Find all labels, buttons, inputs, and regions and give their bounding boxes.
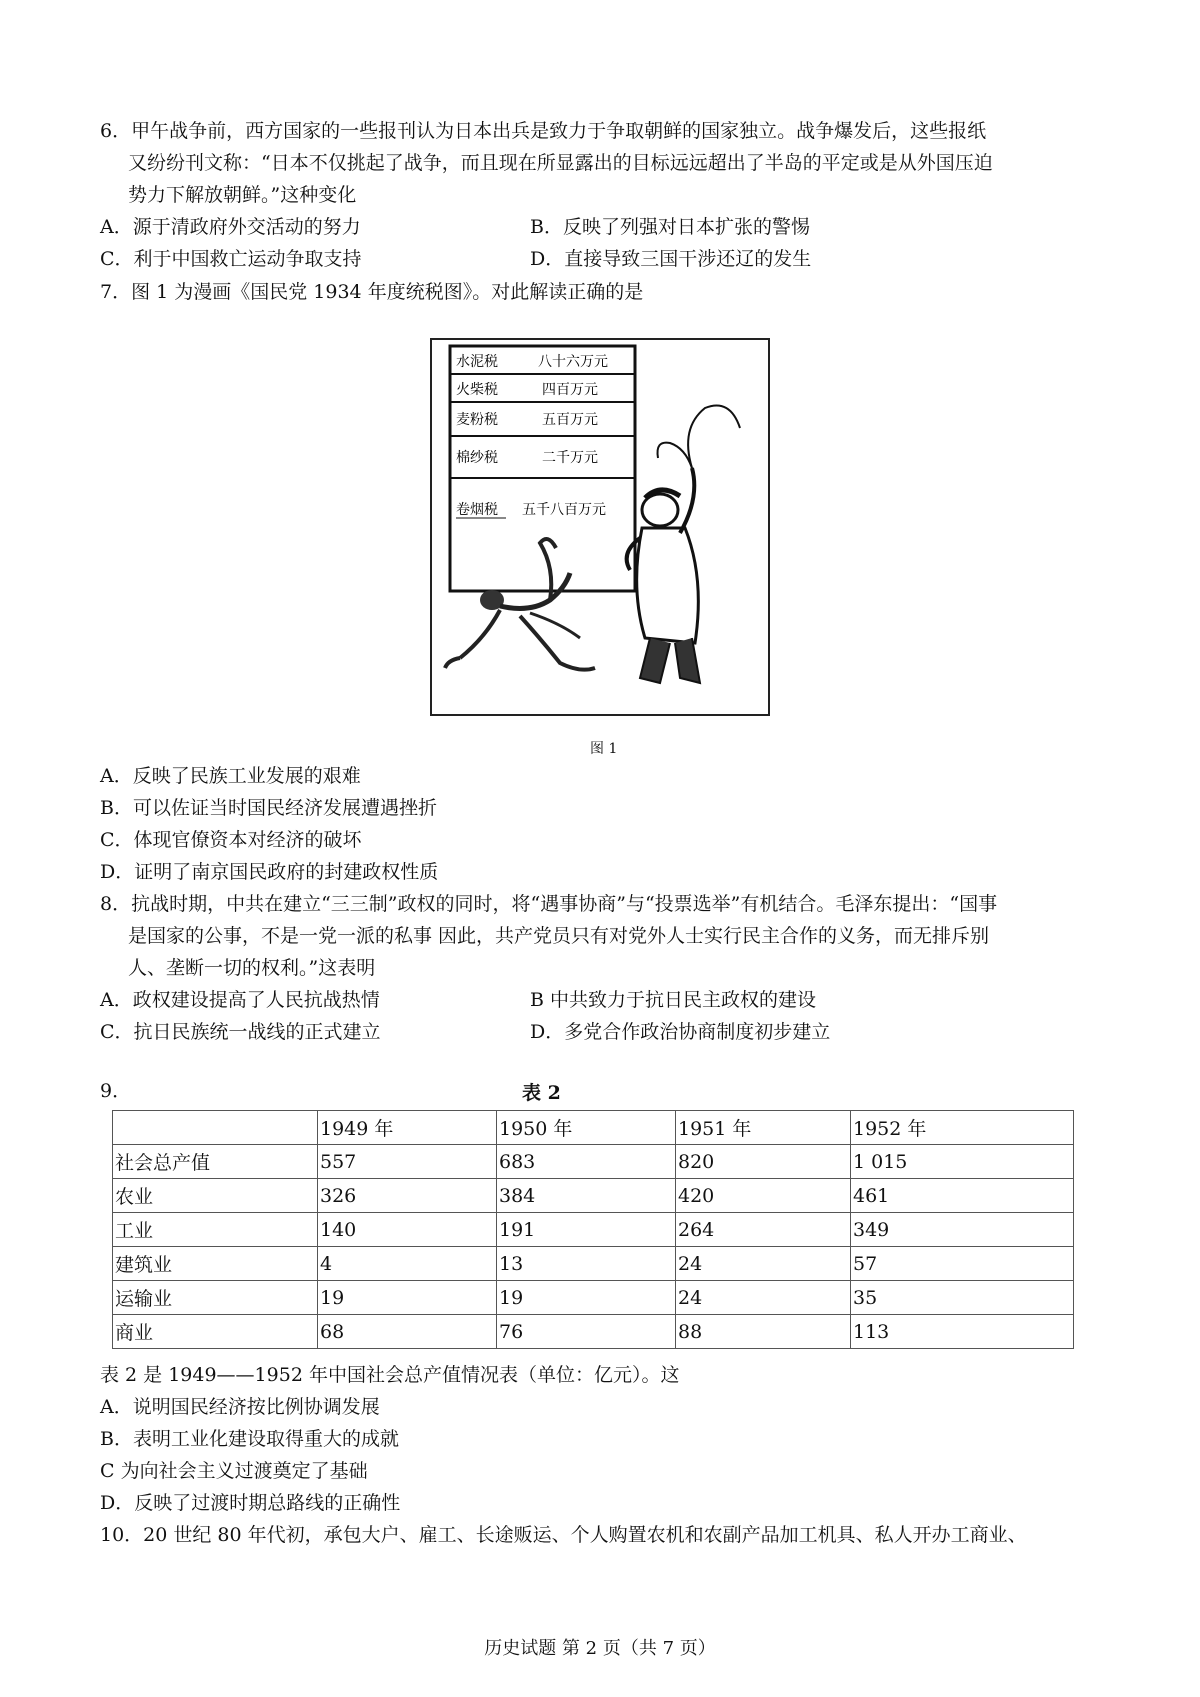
page-footer: 历史试题 第 2 页（共 7 页） — [484, 1638, 716, 1659]
table-cell: 35 — [851, 1281, 1074, 1315]
table-cell: 社会总产值 — [113, 1145, 318, 1179]
table-cell: 57 — [851, 1247, 1074, 1281]
table-row — [113, 1179, 1074, 1213]
table-cell: 1951 年 — [676, 1111, 851, 1145]
cartoon-row-1-name: 水泥税 — [456, 354, 498, 370]
q6-option-c: C．利于中国救亡运动争取支持 — [100, 248, 362, 270]
q8-option-d: D．多党合作政治协商制度初步建立 — [530, 1021, 831, 1043]
table-cell: 264 — [676, 1213, 851, 1247]
table-cell: 19 — [497, 1281, 676, 1315]
q8-line-3: 人、垄断一切的权利。”这表明 — [128, 957, 376, 979]
cartoon-row-4-amount: 二千万元 — [542, 450, 598, 466]
q7-option-a: A．反映了民族工业发展的艰难 — [100, 765, 361, 787]
table-row — [113, 1315, 1074, 1349]
q9-option-d: D．反映了过渡时期总路线的正确性 — [100, 1492, 401, 1514]
q9-option-b: B．表明工业化建设取得重大的成就 — [100, 1428, 399, 1450]
q8-option-a: A．政权建设提高了人民抗战热情 — [100, 989, 380, 1011]
cartoon-row-5-name: 卷烟税 — [456, 502, 498, 518]
q7-option-b: B．可以佐证当时国民经济发展遭遇挫折 — [100, 797, 437, 819]
table-cell: 461 — [851, 1179, 1074, 1213]
q9-number: 9． — [100, 1080, 132, 1102]
table-cell: 349 — [851, 1213, 1074, 1247]
q7-stem: 7．图 1 为漫画《国民党 1934 年度统税图》。对此解读正确的是 — [100, 281, 644, 303]
table-cell: 1949 年 — [318, 1111, 497, 1145]
q10-stem: 10．20 世纪 80 年代初，承包大户、雇工、长途贩运、个人购置农机和农副产品加工机具、私人开办工商业、 — [100, 1524, 1027, 1546]
q8-option-b: B 中共致力于抗日民主政权的建设 — [530, 989, 817, 1011]
cartoon-row-4-name: 棉纱税 — [456, 450, 498, 466]
cartoon-row-3-amount: 五百万元 — [542, 412, 598, 428]
table-cell: 1950 年 — [497, 1111, 676, 1145]
cartoon-row-5-amount: 五千八百万元 — [522, 502, 606, 518]
table-cell: 88 — [676, 1315, 851, 1349]
table-cell: 557 — [318, 1145, 497, 1179]
figure-caption: 图 1 — [590, 741, 618, 757]
q7-option-d: D．证明了南京国民政府的封建政权性质 — [100, 861, 439, 883]
table-row — [113, 1281, 1074, 1315]
table-title: 表 2 — [522, 1082, 561, 1104]
table-cell: 76 — [497, 1315, 676, 1349]
table-cell: 1952 年 — [851, 1111, 1074, 1145]
cartoon-row-2-amount: 四百万元 — [542, 382, 598, 398]
table-row — [113, 1247, 1074, 1281]
q6-option-b: B．反映了列强对日本扩张的警惕 — [530, 216, 810, 238]
table-cell: 19 — [318, 1281, 497, 1315]
table-cell: 140 — [318, 1213, 497, 1247]
q9-stem: 表 2 是 1949——1952 年中国社会总产值情况表（单位：亿元）。这 — [100, 1364, 680, 1386]
q6-line-1: 6．甲午战争前，西方国家的一些报刊认为日本出兵是致力于争取朝鲜的国家独立。战争爆发后，这些报纸 — [100, 120, 987, 142]
q6-line-3: 势力下解放朝鲜。”这种变化 — [128, 184, 357, 206]
table-row — [113, 1145, 1074, 1179]
q7-option-c: C．体现官僚资本对经济的破坏 — [100, 829, 362, 851]
q6-line-2: 又纷纷刊文称：“日本不仅挑起了战争，而且现在所显露出的目标远远超出了半岛的平定或是从外国压迫 — [128, 152, 993, 174]
table-cell: 191 — [497, 1213, 676, 1247]
table-cell: 4 — [318, 1247, 497, 1281]
cartoon-row-1-amount: 八十六万元 — [538, 354, 608, 370]
table-cell: 工业 — [113, 1213, 318, 1247]
q8-option-c: C．抗日民族统一战线的正式建立 — [100, 1021, 381, 1043]
table-cell: 683 — [497, 1145, 676, 1179]
q9-option-c: C 为向社会主义过渡奠定了基础 — [100, 1460, 368, 1482]
table-header-row — [113, 1111, 1074, 1145]
table-cell: 326 — [318, 1179, 497, 1213]
table-cell: 68 — [318, 1315, 497, 1349]
q8-line-1: 8．抗战时期，中共在建立“三三制”政权的同时，将“遇事协商”与“投票选举”有机结合。毛泽东提出：“国事 — [100, 893, 998, 915]
gdp-table — [112, 1110, 1074, 1349]
cartoon-row-3-name: 麦粉税 — [456, 412, 498, 428]
table-cell: 1 015 — [851, 1145, 1074, 1179]
table-cell: 13 — [497, 1247, 676, 1281]
q9-option-a: A．说明国民经济按比例协调发展 — [100, 1396, 380, 1418]
table-cell: 113 — [851, 1315, 1074, 1349]
table-cell: 820 — [676, 1145, 851, 1179]
q6-option-d: D．直接导致三国干涉还辽的发生 — [530, 248, 812, 270]
q8-line-2: 是国家的公事，不是一党一派的私事 因此，共产党员只有对党外人士实行民主合作的义务，而无排斥别 — [128, 925, 990, 947]
table-cell: 24 — [676, 1247, 851, 1281]
table-cell: 运输业 — [113, 1281, 318, 1315]
table-cell: 24 — [676, 1281, 851, 1315]
table-cell: 建筑业 — [113, 1247, 318, 1281]
cartoon-row-2-name: 火柴税 — [456, 382, 498, 398]
table-cell: 384 — [497, 1179, 676, 1213]
table-cell — [113, 1111, 318, 1145]
tax-cartoon-image — [430, 338, 770, 716]
q6-option-a: A．源于清政府外交活动的努力 — [100, 216, 361, 238]
table-cell: 农业 — [113, 1179, 318, 1213]
table-cell: 420 — [676, 1179, 851, 1213]
table-cell: 商业 — [113, 1315, 318, 1349]
table-row — [113, 1213, 1074, 1247]
